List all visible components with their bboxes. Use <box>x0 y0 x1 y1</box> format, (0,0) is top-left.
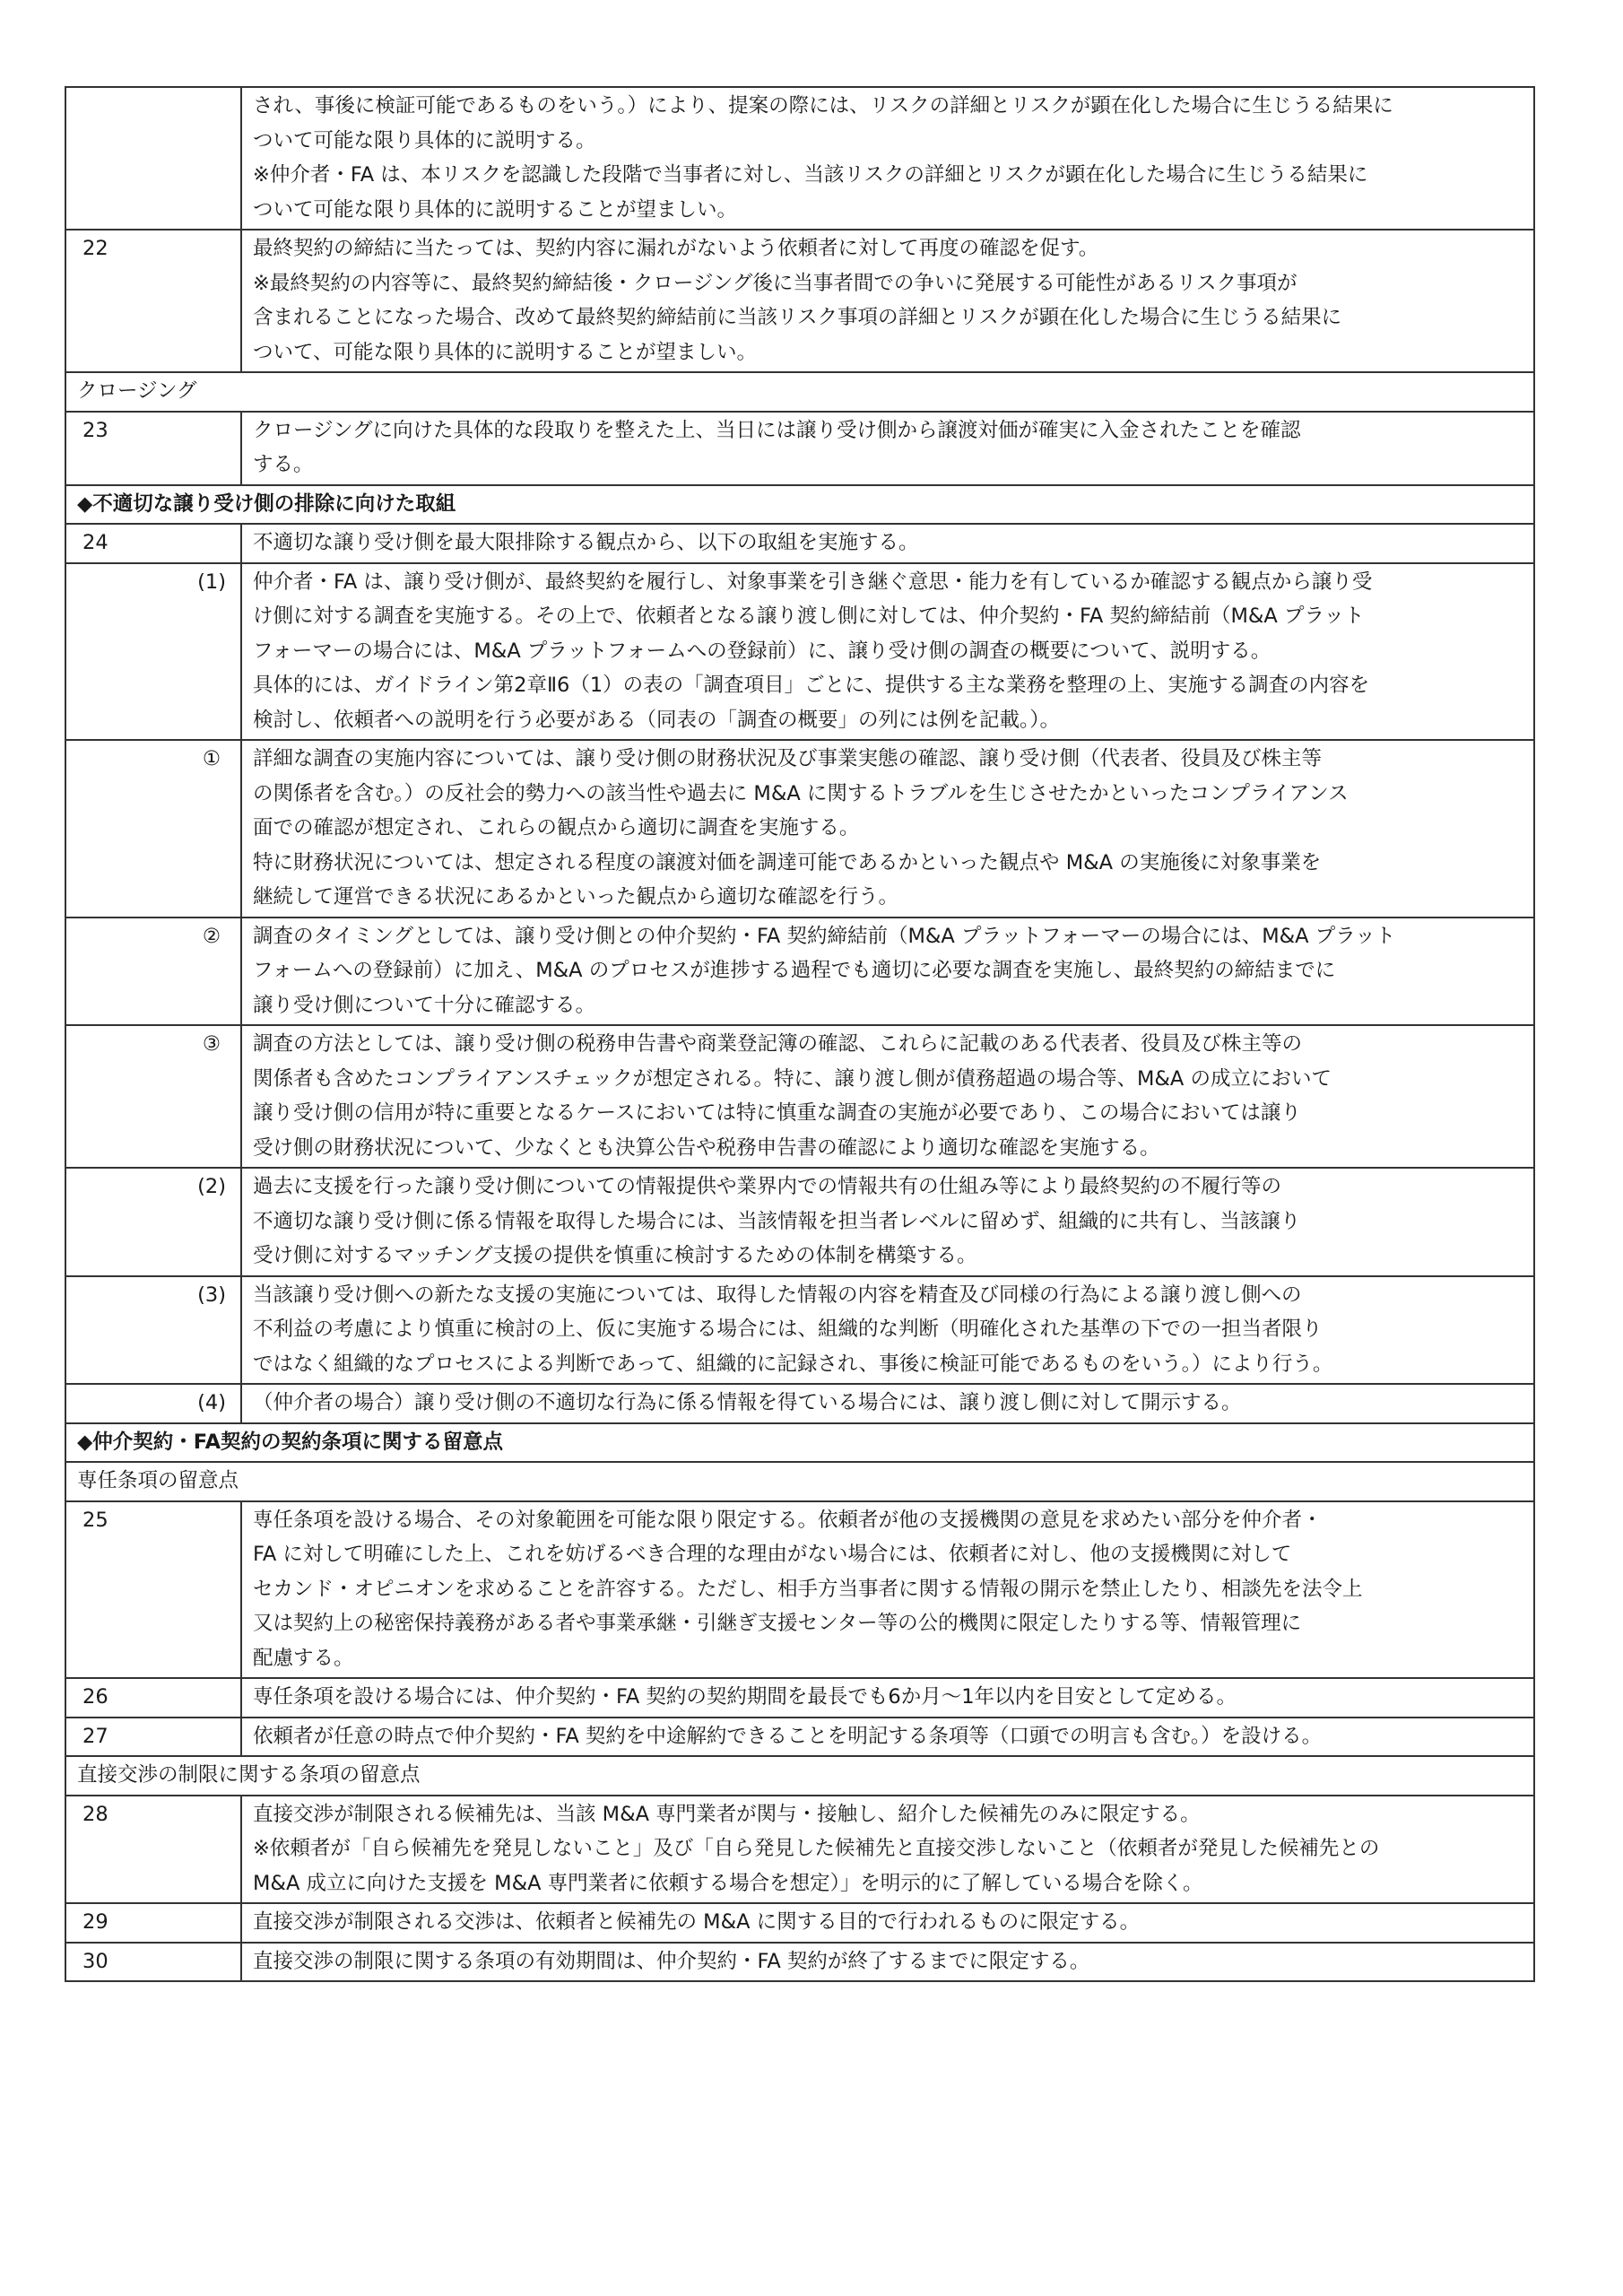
table-row <box>65 1384 1534 1423</box>
item-number: 27 <box>65 1718 241 1757</box>
text-line: 調査の方法としては、譲り受け側の税務申告書や商業登記簿の確認、これらに記載のある代表者、役員及び株主等の <box>253 1032 1303 1056</box>
item-number: 26 <box>65 1678 241 1718</box>
text-line: 調査のタイミングとしては、譲り受け側との仲介契約・FA 契約締結前（M&A プラットフォーマーの場合には、M&A プラット <box>253 924 1396 948</box>
text-line: 検討し、依頼者への説明を行う必要がある（同表の「調査の概要」の列には例を記載。）。 <box>253 708 1061 732</box>
item-text <box>241 1384 1534 1423</box>
text-line: ※仲介者・FA は、本リスクを認識した段階で当事者に対し、当該リスクの詳細とリスクが顕在化した場合に生じうる結果に <box>253 163 1368 187</box>
text-line: 不適切な譲り受け側を最大限排除する観点から、以下の取組を実施する。 <box>253 531 919 554</box>
text-line: フォーマーの場合には、M&A プラットフォームへの登録前）に、譲り受け側の調査の概要について、説明する。 <box>253 639 1271 663</box>
item-number: (2) <box>65 1168 241 1276</box>
section-heading-row <box>65 1462 1534 1501</box>
text-line: 詳細な調査の実施内容については、譲り受け側の財務状況及び事業実態の確認、譲り受け側（代表者、役員及び株主等 <box>253 747 1323 770</box>
item-text <box>241 1903 1534 1943</box>
text-line: され、事後に検証可能であるものをいう。）により、提案の際には、リスクの詳細とリスクが顕在化した場合に生じうる結果に <box>253 94 1393 117</box>
item-number: ② <box>65 918 241 1026</box>
text-line: ※依頼者が「自ら候補先を発見しないこと」及び「自ら発見した候補先と直接交渉しないこと（依頼者が発見した候補先との <box>253 1837 1380 1860</box>
table-row <box>65 1678 1534 1718</box>
item-text <box>241 1718 1534 1757</box>
text-line: 譲り受け側の信用が特に重要となるケースにおいては特に慎重な調査の実施が必要であり、この場合においては譲り <box>253 1101 1301 1125</box>
section-heading: クロージング <box>65 372 1534 412</box>
item-number: ① <box>65 740 241 918</box>
text-line: の関係者を含む。）の反社会的勢力への該当性や過去に M&A に関するトラブルを生じさせたかといったコンプライアンス <box>253 781 1349 805</box>
item-text <box>241 1943 1534 1982</box>
item-text <box>241 1501 1534 1679</box>
item-number: (1) <box>65 563 241 741</box>
text-line: （仲介者の場合）譲り受け側の不適切な行為に係る情報を得ている場合には、譲り渡し側に対して開示する。 <box>253 1391 1242 1414</box>
text-line: 又は契約上の秘密保持義務がある者や事業承継・引継ぎ支援センター等の公的機関に限定したりする等、情報管理に <box>253 1612 1302 1635</box>
item-number <box>65 87 241 230</box>
item-number: (4) <box>65 1384 241 1423</box>
table-row <box>65 1276 1534 1385</box>
item-number: 25 <box>65 1501 241 1679</box>
section-heading: ◆不適切な譲り受け側の排除に向けた取組 <box>65 485 1534 525</box>
section-heading-row <box>65 485 1534 525</box>
text-line: 受け側に対するマッチング支援の提供を慎重に検討するための体制を構築する。 <box>253 1244 977 1267</box>
item-number: 22 <box>65 230 241 372</box>
table-row <box>65 1168 1534 1276</box>
item-number: (3) <box>65 1276 241 1385</box>
section-heading-row <box>65 372 1534 412</box>
item-number: ③ <box>65 1025 241 1168</box>
text-line: 直接交渉が制限される候補先は、当該 M&A 専門業者が関与・接触し、紹介した候補先のみに限定する。 <box>253 1802 1201 1826</box>
text-line: セカンド・オピニオンを求めることを許容する。ただし、相手方当事者に関する情報の開示を禁止したり、相談先を法令上 <box>253 1577 1363 1601</box>
table-row <box>65 412 1534 485</box>
item-text <box>241 524 1534 563</box>
text-line: FA に対して明確にした上、これを妨げるべき合理的な理由がない場合には、依頼者に対し、他の支援機関に対して <box>253 1543 1292 1566</box>
text-line: 配慮する。 <box>253 1646 354 1670</box>
item-number: 28 <box>65 1796 241 1904</box>
item-number: 24 <box>65 524 241 563</box>
text-line: 関係者も含めたコンプライアンスチェックが想定される。特に、譲り渡し側が債務超過の場合等、M&A の成立において <box>253 1066 1332 1091</box>
text-line: 不利益の考慮により慎重に検討の上、仮に実施する場合には、組織的な判断（明確化された基準の下での一担当者限り <box>253 1318 1323 1341</box>
table-row <box>65 230 1534 372</box>
text-line: ではなく組織的なプロセスによる判断であって、組織的に記録され、事後に検証可能であるものをいう。）により行う。 <box>253 1352 1333 1376</box>
text-line: 特に財務状況については、想定される程度の譲渡対価を調達可能であるかといった観点や M&A の実施後に対象事業を <box>253 850 1322 874</box>
text-line: 不適切な譲り受け側に係る情報を取得した場合には、当該情報を担当者レベルに留めず、組織的に共有し、当該譲り <box>253 1209 1301 1233</box>
document-page <box>65 86 1533 1982</box>
guideline-table <box>65 86 1535 1982</box>
table-row <box>65 918 1534 1026</box>
table-row <box>65 1718 1534 1757</box>
item-text <box>241 1025 1534 1168</box>
text-line: ついて可能な限り具体的に説明する。 <box>253 128 596 152</box>
section-heading: 直接交渉の制限に関する条項の留意点 <box>65 1756 1534 1796</box>
item-text <box>241 230 1534 372</box>
item-text <box>241 1276 1534 1385</box>
text-line: 専任条項を設ける場合には、仲介契約・FA 契約の契約期間を最長でも6か月～1年以内を目安として定める。 <box>253 1685 1237 1709</box>
table-row <box>65 524 1534 563</box>
text-line: 最終契約の締結に当たっては、契約内容に漏れがないよう依頼者に対して再度の確認を促す。 <box>253 237 1099 260</box>
text-line: M&A 成立に向けた支援を M&A 専門業者に依頼する場合を想定）」を明示的に了解している場合を除く。 <box>253 1871 1203 1895</box>
table-row <box>65 1796 1534 1904</box>
table-row <box>65 1025 1534 1168</box>
table-row <box>65 563 1534 741</box>
text-line: 受け側の財務状況について、少なくとも決算公告や税務申告書の確認により適切な確認を実施する。 <box>253 1135 1160 1160</box>
section-heading-row <box>65 1423 1534 1463</box>
text-line: ※最終契約の内容等に、最終契約締結後・クロージング後に当事者間での争いに発展する可能性があるリスク事項が <box>253 271 1298 295</box>
text-line: 専任条項を設ける場合、その対象範囲を可能な限り限定する。依頼者が他の支援機関の意見を求めたい部分を仲介者・ <box>253 1508 1323 1532</box>
item-text <box>241 918 1534 1026</box>
section-heading: ◆仲介契約・FA契約の契約条項に関する留意点 <box>65 1423 1534 1463</box>
text-line: 直接交渉が制限される交渉は、依頼者と候補先の M&A に関する目的で行われるものに限定する。 <box>253 1910 1141 1934</box>
guideline-table-body <box>65 87 1534 1981</box>
item-text <box>241 87 1534 230</box>
text-line: フォームへの登録前）に加え、M&A のプロセスが進捗する過程でも適切に必要な調査を実施し、最終契約の締結までに <box>253 959 1336 982</box>
text-line: 直接交渉の制限に関する条項の有効期間は、仲介契約・FA 契約が終了するまでに限定する。 <box>253 1949 1090 1973</box>
item-text <box>241 1678 1534 1718</box>
table-row <box>65 1501 1534 1679</box>
table-row <box>65 87 1534 230</box>
item-text <box>241 563 1534 741</box>
table-row <box>65 1943 1534 1982</box>
text-line: する。 <box>253 453 314 476</box>
text-line: 具体的には、ガイドライン第2章Ⅱ6（1）の表の「調査項目」ごとに、提供する主な業務を整理の上、実施する調査の内容を <box>253 674 1370 697</box>
text-line: 当該譲り受け側への新たな支援の実施については、取得した情報の内容を精査及び同様の行為による譲り渡し側への <box>253 1283 1302 1307</box>
item-text <box>241 1168 1534 1276</box>
item-number: 23 <box>65 412 241 485</box>
table-row <box>65 740 1534 918</box>
text-line: け側に対する調査を実施する。その上で、依頼者となる譲り渡し側に対しては、仲介契約・FA 契約締結前（M&A プラット <box>253 604 1365 628</box>
section-heading: 専任条項の留意点 <box>65 1462 1534 1501</box>
text-line: ついて可能な限り具体的に説明することが望ましい。 <box>253 197 738 222</box>
text-line: 依頼者が任意の時点で仲介契約・FA 契約を中途解約できることを明記する条項等（口頭での明言も含む。）を設ける。 <box>253 1724 1323 1748</box>
section-heading-row <box>65 1756 1534 1796</box>
item-text <box>241 740 1534 918</box>
item-text <box>241 1796 1534 1904</box>
text-line: クロージングに向けた具体的な段取りを整えた上、当日には譲り受け側から譲渡対価が確実に入金されたことを確認 <box>253 418 1301 442</box>
item-number: 29 <box>65 1903 241 1943</box>
table-row <box>65 1903 1534 1943</box>
text-line: 含まれることになった場合、改めて最終契約締結前に当該リスク事項の詳細とリスクが顕在化した場合に生じうる結果に <box>253 306 1342 329</box>
text-line: 面での確認が想定され、これらの観点から適切に調査を実施する。 <box>253 816 860 839</box>
item-text <box>241 412 1534 485</box>
text-line: ついて、可能な限り具体的に説明することが望ましい。 <box>253 340 758 364</box>
text-line: 継続して運営できる状況にあるかといった観点から適切な確認を行う。 <box>253 885 899 909</box>
text-line: 仲介者・FA は、譲り受け側が、最終契約を履行し、対象事業を引き継ぐ意思・能力を有しているか確認する観点から譲り受 <box>253 570 1373 594</box>
item-number: 30 <box>65 1943 241 1982</box>
text-line: 過去に支援を行った譲り受け側についての情報提供や業界内での情報共有の仕組み等により最終契約の不履行等の <box>253 1175 1282 1198</box>
text-line: 譲り受け側について十分に確認する。 <box>253 993 596 1017</box>
